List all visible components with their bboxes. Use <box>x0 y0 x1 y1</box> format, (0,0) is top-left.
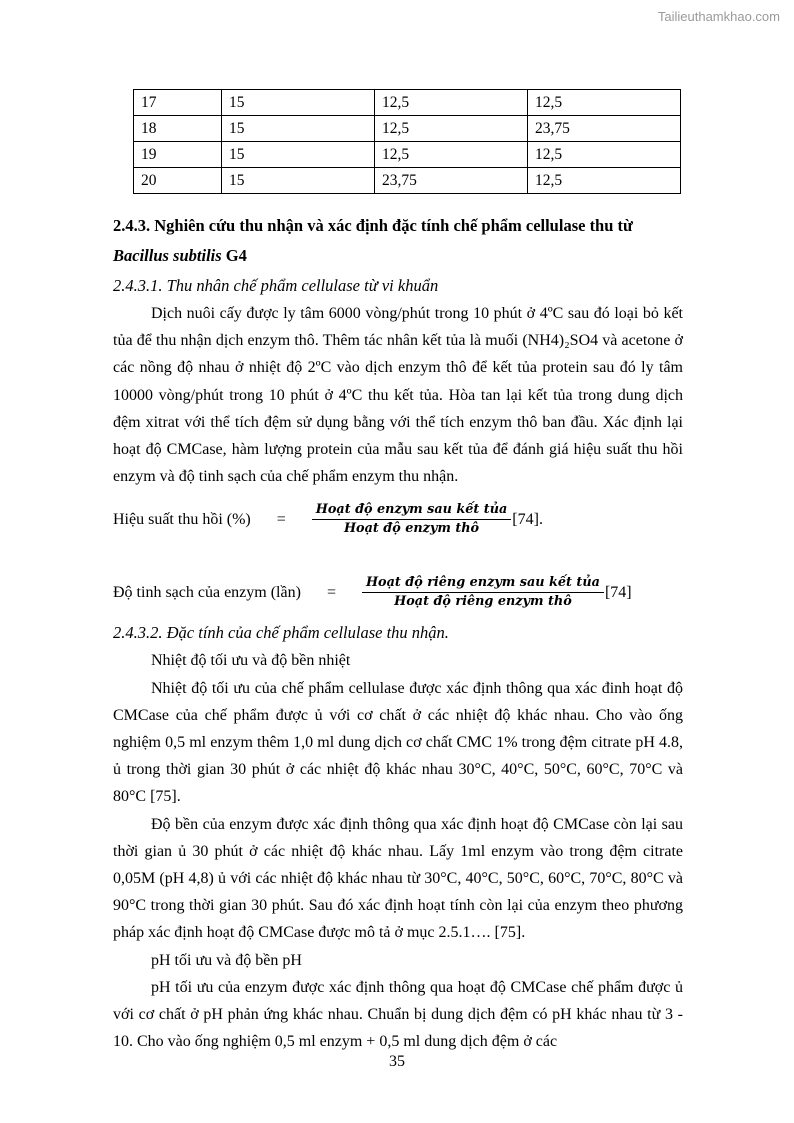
fraction-denominator: Hoạt độ enzym thô <box>343 521 480 537</box>
equals-sign: = <box>276 510 286 528</box>
fraction-denominator: Hoạt độ riêng enzym thô <box>394 594 572 610</box>
table-cell: 17 <box>134 90 222 116</box>
formula-recovery-label: Hiệu suất thu hồi (%) <box>113 510 251 528</box>
species-name: Bacillus subtilis <box>113 246 222 265</box>
table-row <box>134 116 681 142</box>
watermark: Tailieuthamkhao.com <box>657 9 780 24</box>
subheading-temperature: Nhiệt độ tối ưu và độ bền nhiệt <box>151 652 351 670</box>
table-cell: 12,5 <box>528 142 681 168</box>
table-row <box>134 168 681 194</box>
table-cell: 12,5 <box>375 116 528 142</box>
table-row <box>134 90 681 116</box>
fraction-numerator: Hoạt độ enzym sau kết tủa <box>312 502 512 520</box>
strain-name: G4 <box>221 246 247 265</box>
equals-sign: = <box>326 583 336 601</box>
section-heading-243-line1: 2.4.3. Nghiên cứu thu nhận và xác định đặc tính chế phẩm cellulase thu từ <box>113 216 633 235</box>
table-cell: 15 <box>222 168 375 194</box>
formula-purity <box>113 575 683 610</box>
citation: [74]. <box>512 510 543 528</box>
page-number: 35 <box>389 1053 405 1070</box>
table-cell: 23,75 <box>375 168 528 194</box>
table-row <box>134 142 681 168</box>
section-heading-243 <box>113 211 683 271</box>
citation: [74] <box>604 583 632 601</box>
table-cell: 23,75 <box>528 116 681 142</box>
table-cell: 12,5 <box>528 90 681 116</box>
table-cell: 20 <box>134 168 222 194</box>
paragraph-ph-optimum: pH tối ưu của enzym được xác định thông qua hoạt độ CMCase chế phẩm được ủ với cơ chất ở pH phản ứng khác nhau. Chuẩn bị dung dịch đệm có pH khác nhau từ 3 - 10. Cho vào ống nghiệm 0,5 ml enzym + 0,5 ml dung dịch đệm ở các <box>113 978 683 1051</box>
section-heading-243-line2 <box>113 241 683 271</box>
paragraph-thermal-stability: Độ bền của enzym được xác định thông qua xác định hoạt độ CMCase còn lại sau thời gian ủ 30 phút ở các nhiệt độ khác nhau. Lấy 1ml enzym vào trong đệm citrate 0,05M (pH 4,8) ủ với các nhiệt độ khác nhau từ 30°C, 40°C, 50°C, 60°C, 70°C, 80°C và 90°C trong thời gian 30 phút. Sau đó xác định hoạt tính còn lại của enzym theo phương pháp xác định hoạt độ CMCase được mô tả ở mục 2.5.1…. [75]. <box>113 815 683 942</box>
table-cell: 18 <box>134 116 222 142</box>
paragraph-temperature-optimum: Nhiệt độ tối ưu của chế phẩm cellulase được xác định thông qua xác đinh hoạt độ CMCase của chế phẩm được ủ với cơ chất ở các nhiệt độ khác nhau. Cho vào ống nghiệm 0,5 ml enzym thêm 1,0 ml dung dịch cơ chất CMC 1% trong đệm citrate pH 4.8, ủ trong thời gian 30 phút ở các nhiệt độ khác nhau 30°C, 40°C, 50°C, 60°C, 70°C và 80°C [75]. <box>113 679 683 806</box>
formula-purity-fraction <box>362 575 604 610</box>
section-heading-2431: 2.4.3.1. Thu nhân chế phẩm cellulase từ vi khuẩn <box>113 276 439 295</box>
subheading-ph: pH tối ưu và độ bền pH <box>151 951 302 969</box>
table-cell: 12,5 <box>528 168 681 194</box>
data-table <box>133 89 681 194</box>
table-cell: 15 <box>222 116 375 142</box>
section-heading-2432: 2.4.3.2. Đặc tính của chế phẩm cellulase thu nhận. <box>113 623 449 643</box>
document-page-content <box>113 89 683 1055</box>
table-cell: 15 <box>222 142 375 168</box>
table-cell: 12,5 <box>375 90 528 116</box>
paragraph-precipitation: Dịch nuôi cấy được ly tâm 6000 vòng/phút trong 10 phút ở 4ºC sau đó loại bỏ kết tủa để thu nhận dịch enzym thô. Thêm tác nhân kết tủa là muối (NH4)₂SO4 và acetone ở các nồng độ nhau ở nhiệt độ 2ºC vào dịch enzym thô để kết tủa protein sau đó ly tâm 10000 vòng/phút trong 10 phút ở 4ºC thu kết tủa. Hòa tan lại kết tủa trong dung dịch đệm xitrat với thể tích đệm sử dụng bằng với thể tích enzym thô ban đầu. Xác định lại hoạt độ CMCase, hàm lượng protein của mẫu sau kết tủa để đánh giá hiệu suất thu hồi enzym và độ tinh sạch của chế phẩm enzym thu nhận. <box>113 305 683 486</box>
formula-recovery <box>113 502 683 537</box>
fraction-numerator: Hoạt độ riêng enzym sau kết tủa <box>362 575 604 593</box>
formula-recovery-fraction <box>312 502 512 537</box>
table-cell: 19 <box>134 142 222 168</box>
formula-purity-label: Độ tinh sạch của enzym (lần) <box>113 583 301 601</box>
table-cell: 15 <box>222 90 375 116</box>
table-cell: 12,5 <box>375 142 528 168</box>
